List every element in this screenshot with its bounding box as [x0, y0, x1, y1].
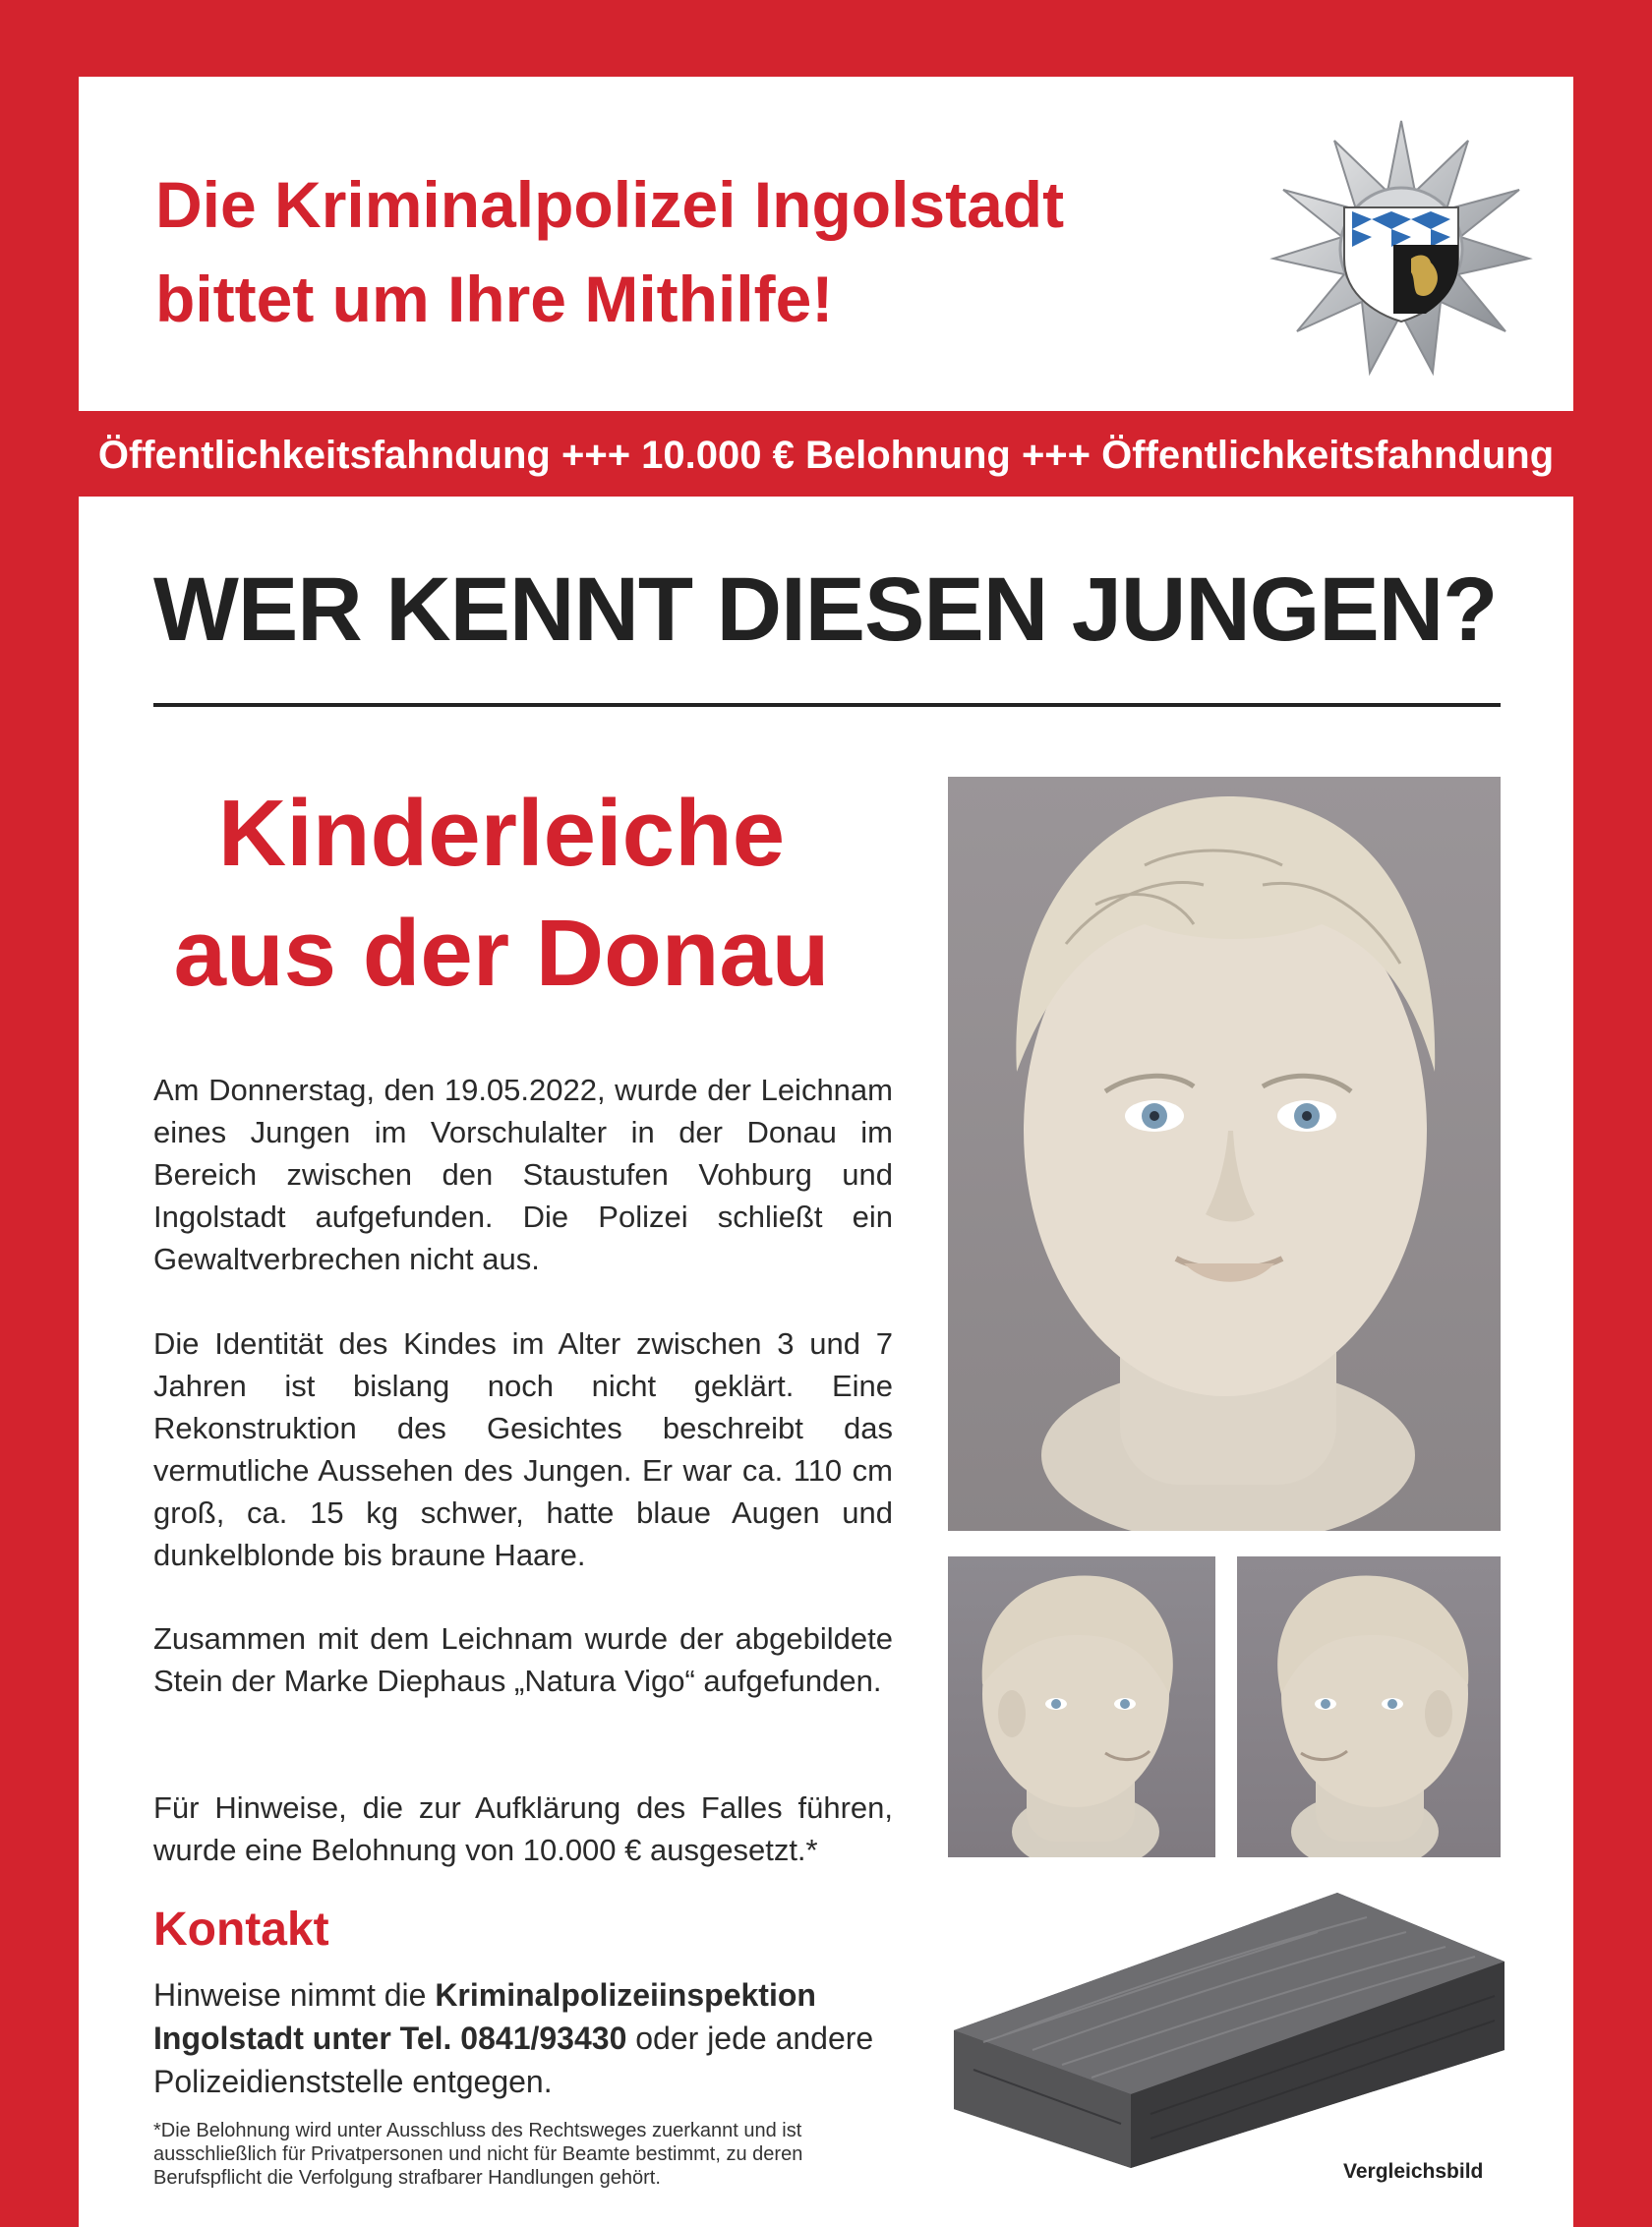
- header-panel: [79, 77, 1573, 411]
- case-title-line-2: aus der Donau: [173, 901, 830, 1006]
- paragraph-description: Die Identität des Kindes im Alter zwischen 3 und 7 Jahren ist bislang noch nicht geklärt. Eine Rekonstruktion des Gesichtes beschreibt das vermutliche Aussehen des Jungen. Er war ca. 110 cm groß, ca. 15 kg schwer, hatte blaue Augen und dunkelblonde bis braune Haare.: [153, 1326, 893, 1572]
- contact-phone-bold: Kriminalpolizeiinspektion Ingolstadt unter Tel. 0841/93430: [153, 1977, 816, 2056]
- main-title: WER KENNT DIESEN JUNGEN?: [153, 559, 1498, 660]
- main-panel: [79, 497, 1573, 2227]
- footnote: *Die Belohnung wird unter Ausschluss des Rechtsweges zuerkannt und ist ausschließlich für Privatpersonen und nicht für Beamte bestimmt, zu deren Berufspflicht die Verfolgung strafbarer Handlungen gehört.: [153, 2120, 803, 2189]
- contact-text-after: oder jede andere Polizeidienststelle entgegen.: [153, 2021, 874, 2099]
- reconstruction-right-profile-photo: [1237, 1556, 1501, 1857]
- stone-photo: [944, 1873, 1514, 2168]
- paragraph-reward: Für Hinweise, die zur Aufklärung des Falles führen, wurde eine Belohnung von 10.000 € ausgesetzt.*: [153, 1790, 893, 1867]
- reconstruction-left-profile-photo: [948, 1556, 1215, 1857]
- headline-line-2: bittet um Ihre Mithilfe!: [155, 263, 834, 335]
- contact-text: [153, 1973, 893, 2103]
- stone-caption: Vergleichsbild: [1343, 2160, 1484, 2183]
- ticker-banner: Öffentlichkeitsfahndung +++ 10.000 € Belohnung +++ Öffentlichkeitsfahndung: [97, 434, 1555, 477]
- headline-line-1: Die Kriminalpolizei Ingolstadt: [155, 168, 1065, 241]
- contact-text-before: Hinweise nimmt die: [153, 1977, 436, 2013]
- paragraph-discovery: Am Donnerstag, den 19.05.2022, wurde der Leichnam eines Jungen im Vorschulalter in der Donau im Bereich zwischen den Staustufen Vohburg und Ingolstadt aufgefunden. Die Polizei schließt ein Gewaltverbrechen nicht aus.: [153, 1073, 893, 1276]
- divider: [153, 703, 1501, 707]
- case-title: [148, 774, 856, 1014]
- case-title-line-1: Kinderleiche: [217, 781, 786, 886]
- paragraph-stone: Zusammen mit dem Leichnam wurde der abgebildete Stein der Marke Diephaus „Natura Vigo“ aufgefunden.: [153, 1621, 893, 1698]
- contact-heading: Kontakt: [153, 1904, 329, 1956]
- reconstruction-front-photo: [948, 777, 1501, 1531]
- headline: [155, 157, 1064, 346]
- police-star-badge-icon: [1259, 116, 1544, 381]
